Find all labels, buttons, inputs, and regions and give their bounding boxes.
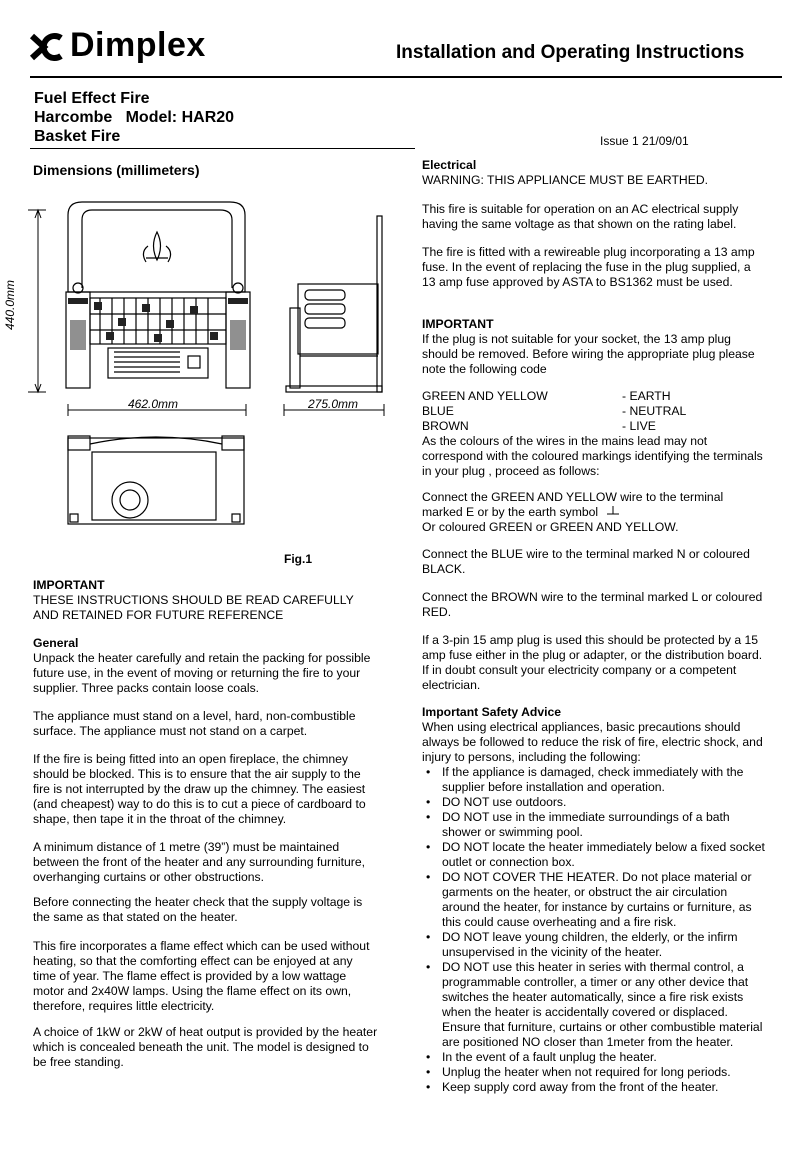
product-rule [30, 148, 415, 149]
list-item: • DO NOT use outdoors. [422, 795, 767, 810]
issue-date: Issue 1 21/09/01 [600, 134, 689, 148]
dimensions-heading: Dimensions (millimeters) [33, 162, 200, 178]
wire-colour: BROWN [422, 419, 469, 433]
wire-row [422, 389, 767, 404]
important-heading: IMPORTANT [33, 578, 105, 592]
document-title: Installation and Operating Instructions [396, 42, 745, 63]
electrical-heading: Electrical [422, 158, 477, 172]
safety-section [422, 705, 767, 1095]
fuse-paragraph: If a 3-pin 15 amp plug is used this should be protected by a 15 amp fuse either in the plug or adapter, or the distribution board. If in doubt consult your electricity company or a competent electrician. [422, 633, 763, 692]
general-paragraph-4: A minimum distance of 1 metre (39”) must be maintained between the front of the heater and any surrounding furniture, overhanging curtains or other obstructions. [33, 840, 365, 884]
product-line-2: Harcombe Model: HAR20 [34, 109, 235, 126]
wire-colour: BLUE [422, 404, 454, 418]
green-yellow-alt: Or coloured GREEN or GREEN AND YELLOW. [422, 520, 679, 534]
list-item: • DO NOT locate the heater immediately below a fixed socket outlet or connection box. [422, 840, 767, 870]
list-item: • Keep supply cord away from the front of the heater. [422, 1080, 767, 1095]
brown-wire-instruction: Connect the BROWN wire to the terminal marked L or coloured RED. [422, 590, 763, 619]
green-yellow-text: Connect the GREEN AND YELLOW wire to the terminal marked E or by the earth symbol [422, 490, 724, 519]
depth-dim-label: 275.0mm [308, 397, 359, 411]
front-view [66, 202, 250, 388]
wire-terminal: - NEUTRAL [622, 404, 687, 418]
plan-view [68, 436, 244, 524]
safety-list [422, 765, 767, 1095]
list-item: • DO NOT use this heater in series with thermal control, a programmable controller, a timer or any other device that switches the heater automatically, since a fire risk exists when the heater is accidentally covered or displaced. Ensure that furniture, curtains or other combustible material are positioned NO closer than 1meter from the heater. [422, 960, 767, 1050]
brand-name: Dimplex [70, 26, 206, 64]
general-paragraph-6: This fire incorporates a flame effect which can be used without heating, so that the comforting effect can be enjoyed at any time of year. The flame effect is provided by a low wattage motor and 2x40W lamps. Using the flame effect on its own, therefore, requires little electricity. [33, 939, 370, 1013]
wire-row [422, 419, 767, 434]
important-section [33, 578, 378, 623]
safety-intro: When using electrical appliances, basic precautions should always be followed to reduce the risk of fire, electric shock, and injury to persons, including the following: [422, 720, 763, 764]
plug-paragraph: If the plug is not suitable for your socket, the 13 amp plug should be removed. Before wiring the appropriate plug please note the following code [422, 332, 755, 376]
general-heading: General [33, 636, 79, 650]
electrical-paragraph-2: The fire is fitted with a rewireable plug incorporating a 13 amp fuse. In the event of replacing the fuse in the plug supplied, a 13 amp fuse approved by ASTA to BS1362 must be used. [422, 245, 755, 289]
product-line-1: Fuel Effect Fire [34, 90, 150, 107]
wire-row [422, 404, 767, 419]
earth-warning: WARNING: THIS APPLIANCE MUST BE EARTHED. [422, 173, 709, 187]
wire-colours-note: As the colours of the wires in the mains lead may not correspond with the coloured markings identifying the terminals in your plug , proceed as follows: [422, 434, 763, 478]
list-item: • Unplug the heater when not required for long periods. [422, 1065, 767, 1080]
general-paragraph-2: The appliance must stand on a level, hard, non-combustible surface. The appliance must not stand on a carpet. [33, 709, 356, 738]
blue-wire-instruction: Connect the BLUE wire to the terminal marked N or coloured BLACK. [422, 547, 750, 576]
product-line-3: Basket Fire [34, 128, 121, 145]
general-paragraph-3: If the fire is being fitted into an open fireplace, the chimney should be blocked. This is to ensure that the air supply to the fire is not interrupted by the draw up the chimney. The easiest (and cheapest) way to do this is to cut a piece of cardboard to shape, then tape it in the throat of the chimney. [33, 752, 366, 826]
dimplex-logo-icon [28, 30, 64, 64]
height-dimension [28, 210, 46, 392]
general-paragraph-7: A choice of 1kW or 2kW of heat output is provided by the heater which is concealed beneath the unit. The model is designed to be free standing. [33, 1025, 378, 1069]
width-dim-label: 462.0mm [128, 397, 179, 411]
green-yellow-instruction [422, 490, 767, 535]
wire-terminal: - EARTH [622, 389, 671, 403]
list-item: • DO NOT COVER THE HEATER. Do not place material or garments on the heater, or obstruct the air circulation around the heater, for instance by curtains or furniture, as this could cause overheating and a fire risk. [422, 870, 767, 930]
basket-coals [68, 298, 248, 350]
electrical-paragraph-1: This fire is suitable for operation on an AC electrical supply having the same voltage as that shown on the rating label. [422, 202, 739, 231]
side-view [286, 216, 382, 392]
electrical-section [422, 158, 767, 188]
general-paragraph-1: Unpack the heater carefully and retain the packing for possible future use, in the event of moving or returning the fire to your supplier. Three packs contain loose coals. [33, 651, 371, 695]
general-section [33, 636, 378, 696]
list-item: • DO NOT leave young children, the elderly, or the infirm unsupervised in the vicinity of the heater. [422, 930, 767, 960]
wire-code-table [422, 389, 767, 479]
list-item: • DO NOT use in the immediate surroundings of a bath shower or swimming pool. [422, 810, 767, 840]
list-item: • If the appliance is damaged, check immediately with the supplier before installation and operation. [422, 765, 767, 795]
plug-section [422, 317, 767, 377]
wire-terminal: - LIVE [622, 419, 656, 433]
list-item: • In the event of a fault unplug the heater. [422, 1050, 767, 1065]
general-paragraph-5: Before connecting the heater check that the supply voltage is the same as that stated on the heater. [33, 895, 363, 924]
figure-caption: Fig.1 [284, 552, 313, 566]
earth-symbol-icon [606, 505, 620, 517]
plug-important-heading: IMPORTANT [422, 317, 494, 331]
dimension-drawing [0, 180, 410, 540]
wire-colour: GREEN AND YELLOW [422, 389, 548, 403]
safety-heading: Important Safety Advice [422, 705, 562, 719]
header-rule [30, 76, 782, 78]
important-text: THESE INSTRUCTIONS SHOULD BE READ CAREFULLY AND RETAINED FOR FUTURE REFERENCE [33, 593, 354, 622]
height-dim-label: 440.0mm [3, 279, 17, 330]
